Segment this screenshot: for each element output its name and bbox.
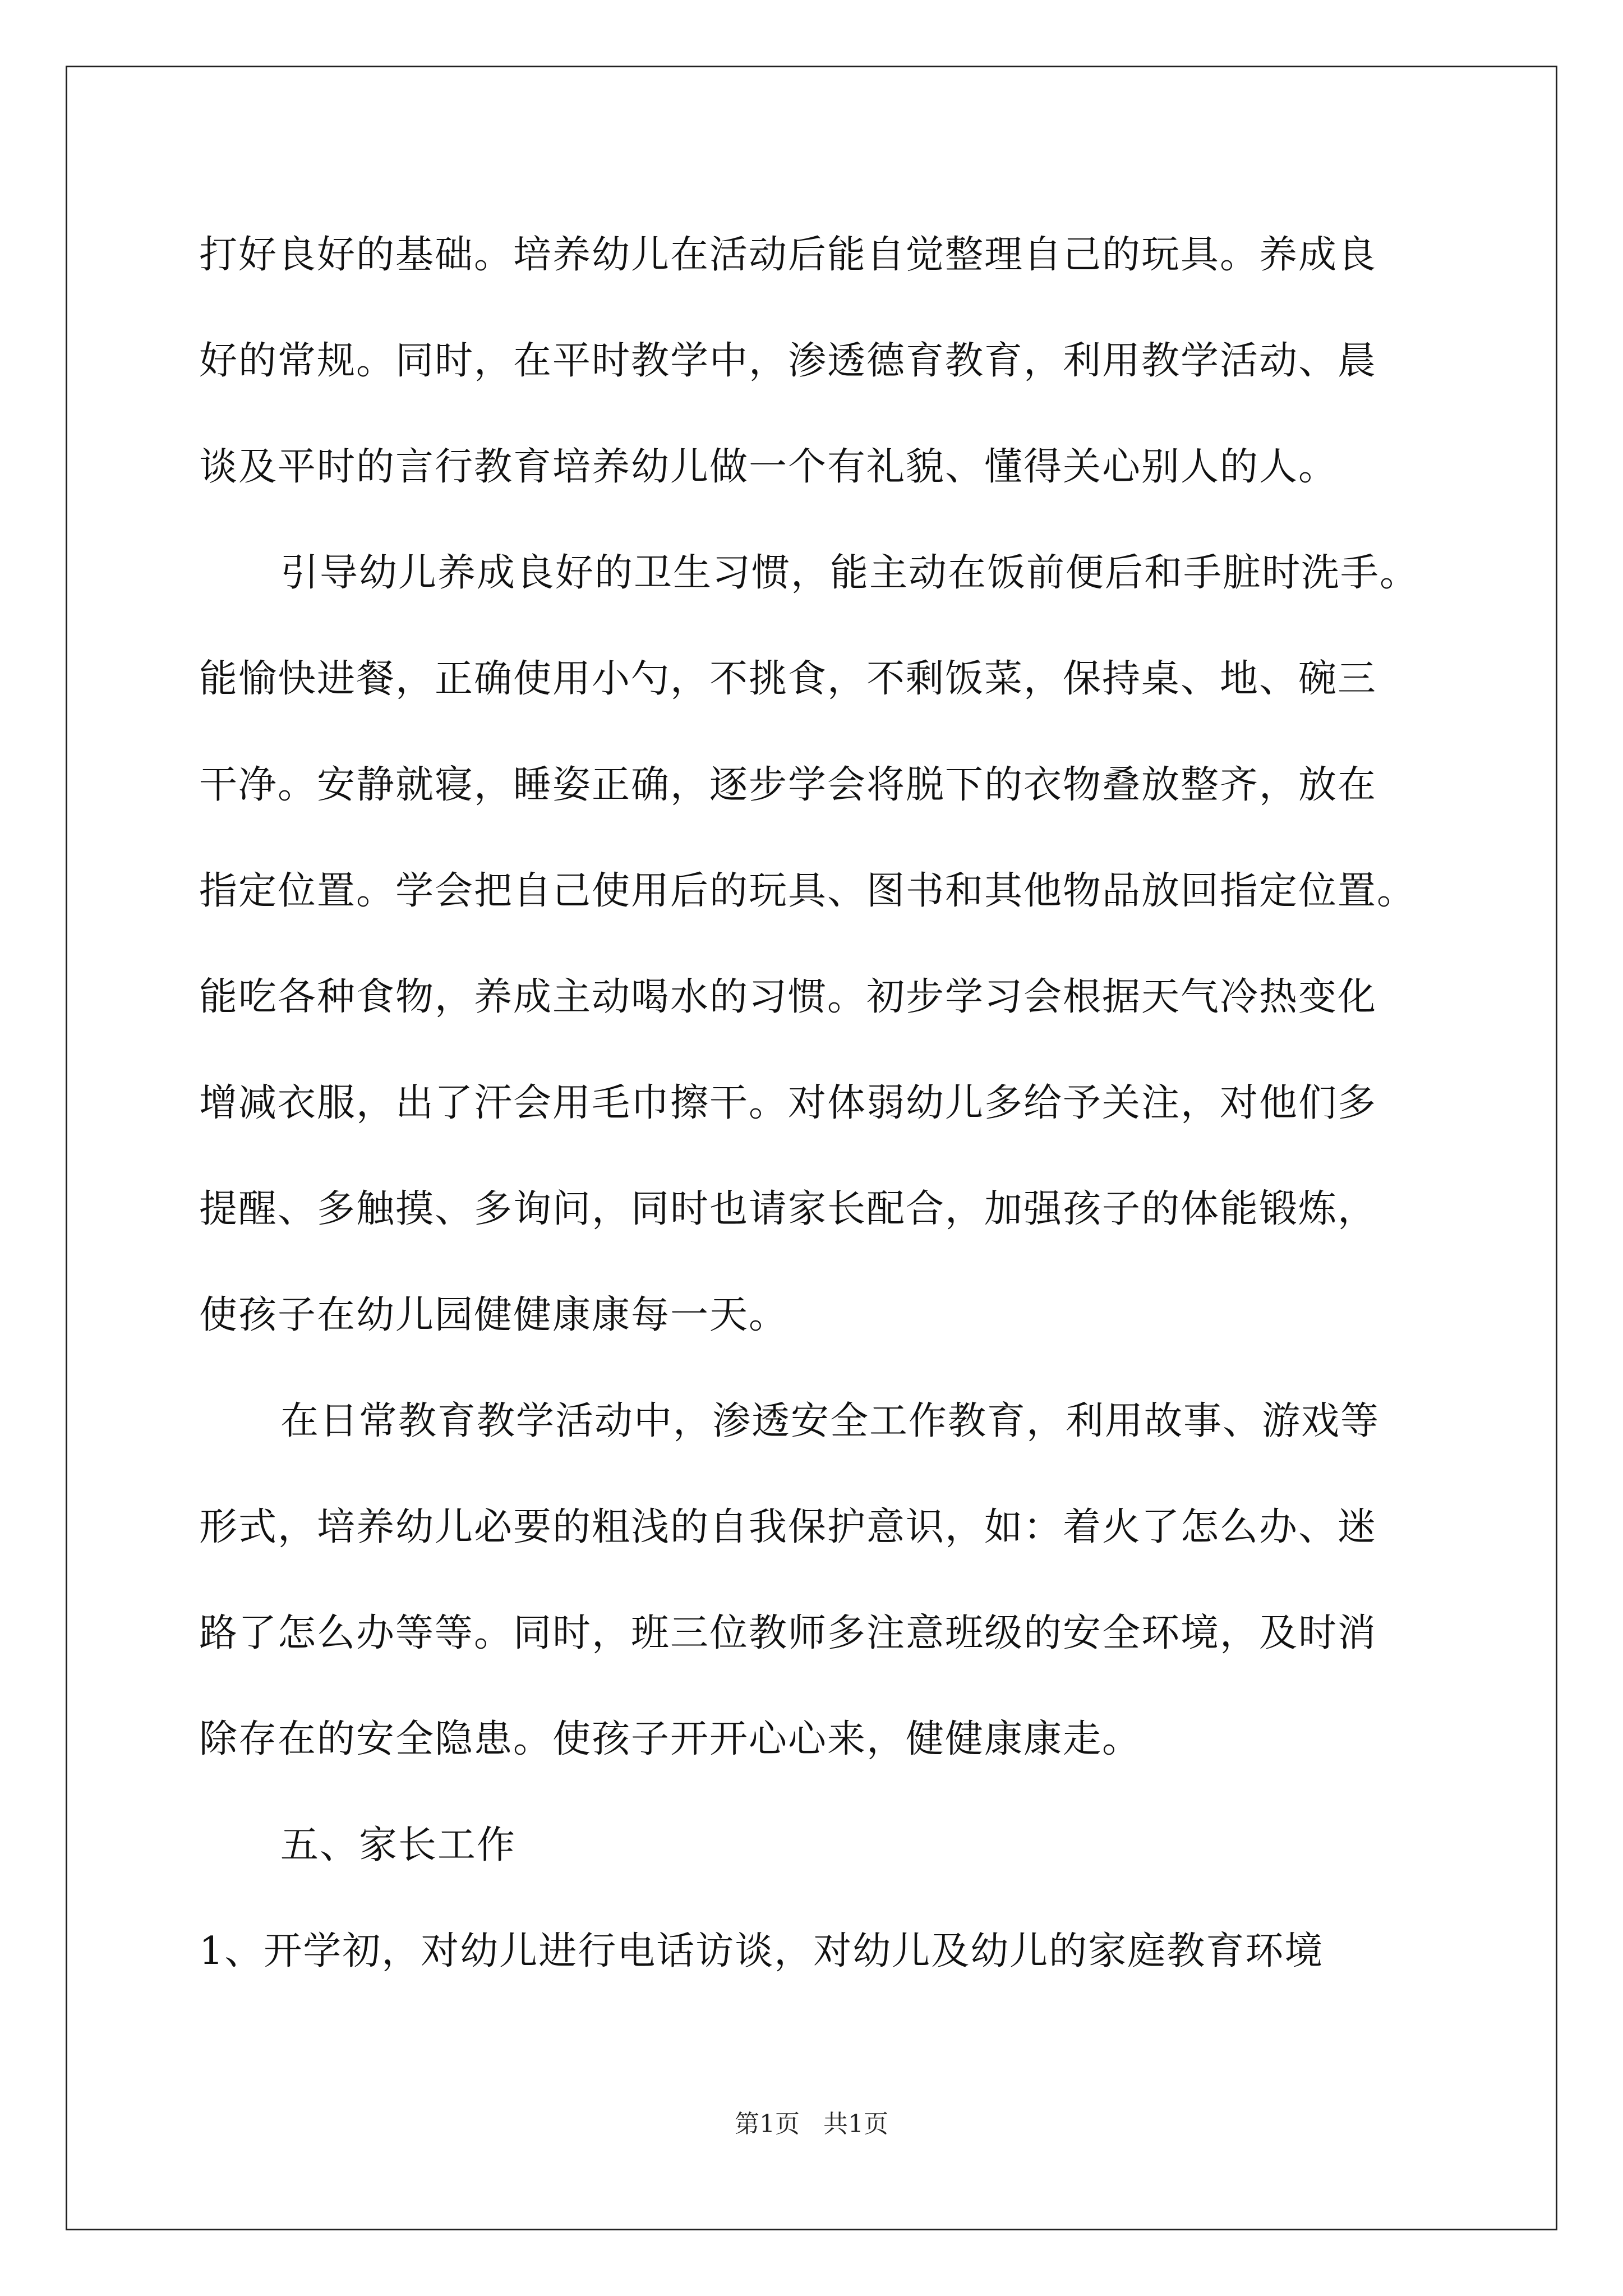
body-text-line: 好的常规。同时，在平时教学中，渗透德育教育，利用教学活动、晨 (199, 339, 1377, 383)
body-text-line: 形式，培养幼儿必要的粗浅的自我保护意识，如：着火了怎么办、迷 (199, 1505, 1377, 1549)
body-text-line: 指定位置。学会把自己使用后的玩具、图书和其他物品放回指定位置。 (199, 869, 1417, 913)
paragraph-first-line: 引导幼儿养成良好的卫生习惯，能主动在饭前便后和手脏时洗手。 (280, 551, 1419, 595)
body-text-line: 能愉快进餐，正确使用小勺，不挑食，不剩饭菜，保持桌、地、碗三 (199, 657, 1377, 701)
body-text-line: 能吃各种食物，养成主动喝水的习惯。初步学习会根据天气冷热变化 (199, 975, 1377, 1019)
page-border (66, 66, 1557, 2230)
body-text-line: 谈及平时的言行教育培养幼儿做一个有礼貌、懂得关心别人的人。 (199, 445, 1338, 489)
paragraph-first-line: 在日常教育教学活动中，渗透安全工作教育，利用故事、游戏等 (280, 1399, 1380, 1443)
body-text-line: 增减衣服，出了汗会用毛巾擦干。对体弱幼儿多给予关注，对他们多 (199, 1081, 1377, 1125)
list-item-line: 1、开学初，对幼儿进行电话访谈，对幼儿及幼儿的家庭教育环境 (199, 1929, 1324, 1973)
page-footer: 第1页 共1页 (735, 2110, 888, 2138)
body-text-line: 干净。安静就寝，睡姿正确，逐步学会将脱下的衣物叠放整齐，放在 (199, 763, 1377, 807)
body-text-line: 使孩子在幼儿园健健康康每一天。 (199, 1293, 789, 1337)
body-text-line: 除存在的安全隐患。使孩子开开心心来，健健康康走。 (199, 1717, 1142, 1761)
body-text-line: 打好良好的基础。培养幼儿在活动后能自觉整理自己的玩具。养成良 (199, 233, 1377, 277)
section-heading: 五、家长工作 (280, 1823, 517, 1867)
body-text-line: 路了怎么办等等。同时，班三位教师多注意班级的安全环境，及时消 (199, 1611, 1377, 1655)
body-text-line: 提醒、多触摸、多询问，同时也请家长配合，加强孩子的体能锻炼， (199, 1187, 1377, 1231)
